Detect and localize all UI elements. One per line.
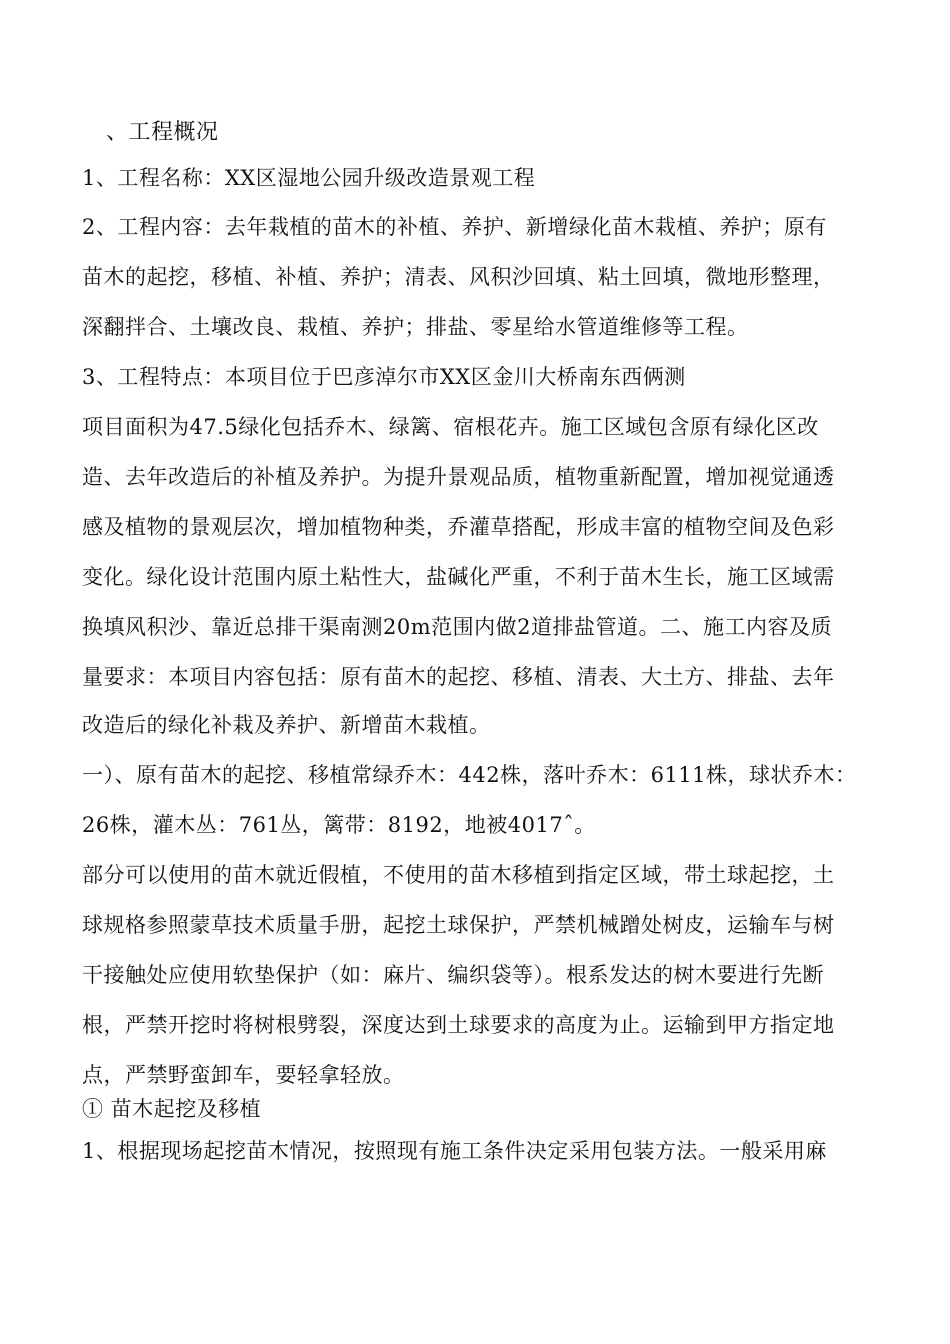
section-heading: 、工程概况	[106, 120, 219, 145]
text-line: 造、去年改造后的补植及养护。为提升景观品质，植物重新配置，增加视觉通透	[82, 465, 835, 489]
subsection-heading: ① 苗木起挖及移植	[82, 1097, 262, 1121]
text-line: 量要求：本项目内容包括：原有苗木的起挖、移植、清表、大土方、排盐、去年	[82, 665, 835, 689]
text-line: 改造后的绿化补栽及养护、新增苗木栽植。	[82, 713, 491, 737]
text-line: 1、工程名称：XX区湿地公园升级改造景观工程	[82, 166, 536, 190]
text-line: 深翻拌合、土壤改良、栽植、养护；排盐、零星给水管道维修等工程。	[82, 315, 749, 339]
text-line: 3、工程特点：本项目位于巴彦淖尔市XX区金川大桥南东西俩测	[82, 365, 686, 389]
text-line: 根，严禁开挖时将树根劈裂，深度达到土球要求的高度为止。运输到甲方指定地	[82, 1013, 835, 1037]
text-line: 点，严禁野蛮卸车，要轻拿轻放。	[82, 1063, 405, 1087]
text-line: 部分可以使用的苗木就近假植，不使用的苗木移植到指定区域，带土球起挖，土	[82, 863, 835, 887]
text-line: 球规格参照蒙草技术质量手册，起挖土球保护，严禁机械蹭处树皮，运输车与树	[82, 913, 835, 937]
text-line: 26株，灌木丛：761丛，篱带：8192，地被4017ˆ。	[82, 813, 596, 837]
text-line: 苗木的起挖，移植、补植、养护；清表、风积沙回填、粘土回填，微地形整理，	[82, 265, 835, 289]
text-line: 感及植物的景观层次，增加植物种类，乔灌草搭配，形成丰富的植物空间及色彩	[82, 515, 835, 539]
text-line: 干接触处应使用软垫保护（如：麻片、编织袋等）。根系发达的树木要进行先断	[82, 963, 824, 987]
text-line: 换填风积沙、靠近总排干渠南测20m范围内做2道排盐管道。二、施工内容及质	[82, 615, 832, 639]
text-line: 1、根据现场起挖苗木情况，按照现有施工条件决定采用包装方法。一般采用麻	[82, 1139, 827, 1163]
text-line: 2、工程内容：去年栽植的苗木的补植、养护、新增绿化苗木栽植、养护；原有	[82, 215, 827, 239]
text-line: 一）、原有苗木的起挖、移植常绿乔木：442株，落叶乔木：6111株，球状乔木：	[82, 763, 857, 787]
text-line: 变化。绿化设计范围内原土粘性大，盐碱化严重，不利于苗木生长，施工区域需	[82, 565, 835, 589]
text-line: 项目面积为47.5绿化包括乔木、绿篱、宿根花卉。施工区域包含原有绿化区改	[82, 415, 819, 439]
